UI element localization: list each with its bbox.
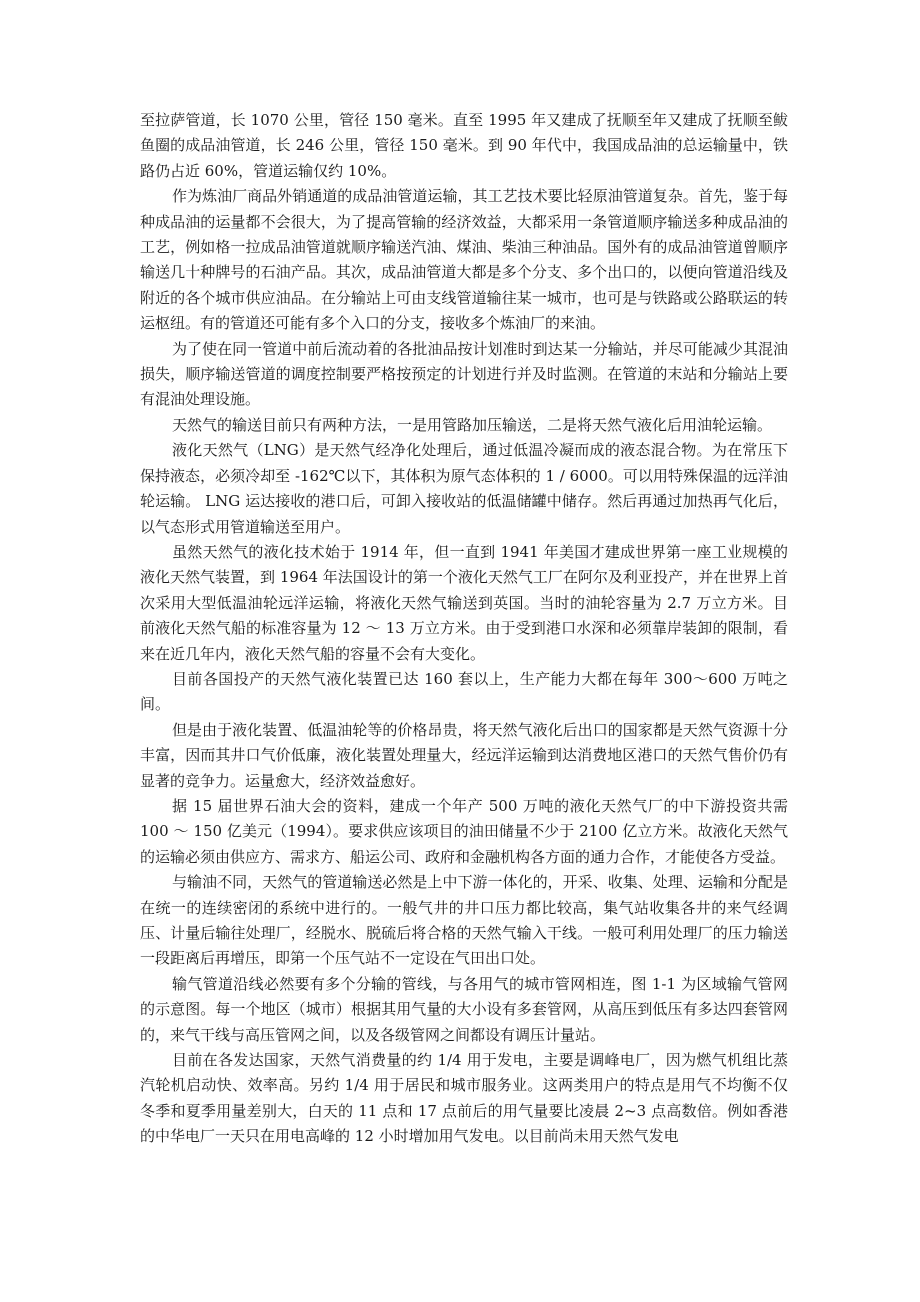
paragraph: 与输油不同，天然气的管道输送必然是上中下游一体化的，开采、收集、处理、运输和分配是在统一的连续密闭的系统中进行的。一般气井的井口压力都比较高，集气站收集各井的来气经调压、计量后输往处理厂，经脱水、脱硫后将合格的天然气输入干线。一般可利用处理厂的压力输送一段距离后再增压，即第一个压气站不一定设在气田出口处。 [140,873,788,968]
paragraph: 输气管道沿线必然要有多个分输的管线，与各用气的城市管网相连，图 1-1 为区域输气管网的示意图。每一个地区（城市）根据其用气量的大小设有多套管网，从高压到低压有多达四套管网的，来气干线与高压管网之间，以及各级管网之间都设有调压计量站。 [140,974,788,1044]
paragraph: 液化天然气（LNG）是天然气经净化处理后，通过低温冷凝而成的液态混合物。为在常压下保持液态，必须冷却至 -162℃以下，其体积为原气态体积的 1 / 6000。可以用特殊保温的远洋油轮运输。 LNG 运达接收的港口后，可卸入接收站的低温储罐中储存。然后再通过加热再气化后，以气态形式用管道输送至用户。 [140,441,788,536]
paragraph: 据 15 届世界石油大会的资料，建成一个年产 500 万吨的液化天然气厂的中下游投资共需 100 ～ 150 亿美元（1994）。要求供应该项目的油田储量不少于 2100 亿立方米。故液化天然气的运输必须由供应方、需求方、船运公司、政府和金融机构各方面的通力合作，才能使各方受益。 [140,796,788,866]
paragraph: 但是由于液化装置、低温油轮等的价格昂贵，将天然气液化后出口的国家都是天然气资源十分丰富，因而其井口气价低廉，液化装置处理量大，经远洋运输到达消费地区港口的天然气售价仍有显著的竞争力。运量愈大，经济效益愈好。 [140,720,788,790]
paragraph: 目前在各发达国家，天然气消费量的约 1/4 用于发电，主要是调峰电厂，因为燃气机组比蒸汽轮机启动快、效率高。另约 1/4 用于居民和城市服务业。这两类用户的特点是用气不均衡不仅冬季和夏季用量差别大，白天的 11 点和 17 点前后的用气量要比凌晨 2~3 点高数倍。例如香港的中华电厂一天只在用电高峰的 12 小时增加用气发电。以目前尚未用天然气发电 [140,1051,788,1146]
paragraph: 为了使在同一管道中前后流动着的各批油品按计划准时到达某一分输站，并尽可能减少其混油损失，顺序输送管道的调度控制要严格按预定的计划进行并及时监测。在管道的末站和分输站上要有混油处理设施。 [140,339,788,409]
paragraph: 至拉萨管道，长 1070 公里，管径 150 毫米。直至 1995 年又建成了抚顺至年又建成了抚顺至鲅鱼圈的成品油管道，长 246 公里，管径 150 毫米。到 90 年代中，我国成品油的总运输量中，铁路仍占近 60%，管道运输仅约 10%。 [140,111,788,180]
document-body [140,108,788,1150]
paragraph: 虽然天然气的液化技术始于 1914 年，但一直到 1941 年美国才建成世界第一座工业规模的液化天然气装置，到 1964 年法国设计的第一个液化天然气工厂在阿尔及利亚投产，并在世界上首次采用大型低温油轮远洋运输，将液化天然气输送到英国。当时的油轮容量为 2.7 万立方米。目前液化天然气船的标准容量为 12 ～ 13 万立方米。由于受到港口水深和必须靠岸装卸的限制，看来在近几年内，液化天然气船的容量不会有大变化。 [140,542,788,663]
paragraph: 目前各国投产的天然气液化装置已达 160 套以上，生产能力大都在每年 300～600 万吨之间。 [140,669,788,714]
paragraph: 作为炼油厂商品外销通道的成品油管道运输，其工艺技术要比轻原油管道复杂。首先，鉴于每种成品油的运量都不会很大，为了提高管输的经济效益，大都采用一条管道顺序输送多种成品油的工艺，例如格一拉成品油管道就顺序输送汽油、煤油、柴油三种油品。国外有的成品油管道曾顺序输送几十种牌号的石油产品。其次，成品油管道大都是多个分支、多个出口的，以便向管道沿线及附近的各个城市供应油品。在分输站上可由支线管道输往某一城市，也可是与铁路或公路联运的转运枢纽。有的管道还可能有多个入口的分支，接收多个炼油厂的来油。 [140,187,788,333]
paragraph: 天然气的输送目前只有两种方法，一是用管路加压输送，二是将天然气液化后用油轮运输。 [172,415,773,434]
